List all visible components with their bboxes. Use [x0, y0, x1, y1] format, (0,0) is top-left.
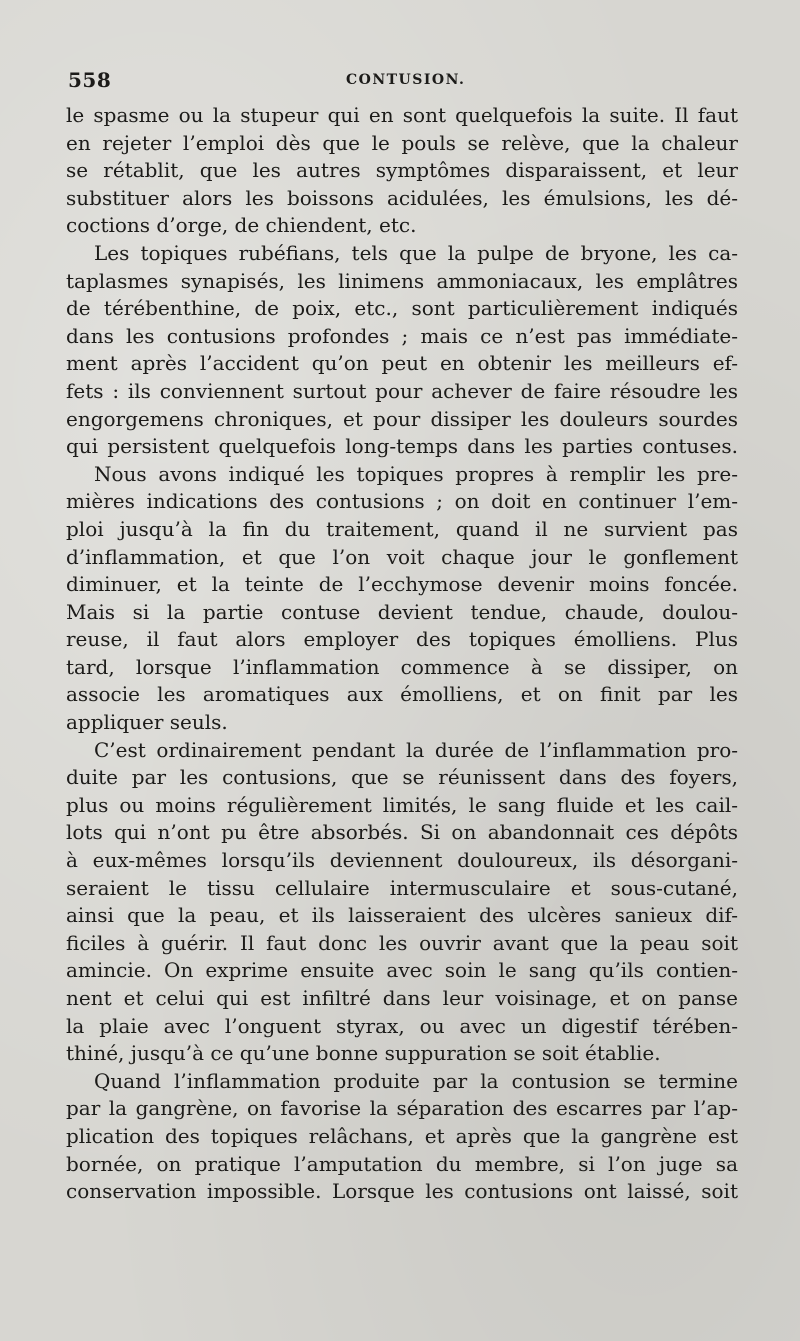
- paragraph-first-line: Nous avons indiqué les topiques propres à remplir les pre-: [94, 461, 738, 486]
- paragraph-first-line: Quand l’inflammation produite par la contusion se termine: [94, 1068, 738, 1093]
- text-line: ment après l’accident qu’on peut en obtenir les meilleurs ef-: [66, 351, 738, 376]
- text-line: par la gangrène, on favorise la séparation des escarres par l’ap-: [66, 1096, 738, 1121]
- running-head: CONTUSION.: [346, 72, 466, 88]
- text-line: se rétablit, que les autres symptômes disparaissent, et leur: [66, 158, 738, 183]
- text-line: ainsi que la peau, et ils laisseraient des ulcères sanieux dif-: [66, 903, 738, 928]
- page-number: 558: [68, 68, 112, 92]
- text-line: substituer alors les boissons acidulées, les émulsions, les dé-: [66, 185, 738, 210]
- text-line: amincie. On exprime ensuite avec soin le sang qu’ils contien-: [66, 958, 738, 983]
- text-line: diminuer, et la teinte de l’ecchymose devenir moins foncée.: [66, 572, 738, 597]
- body-text: [66, 102, 738, 1206]
- text-line: plication des topiques relâchans, et après que la gangrène est: [66, 1123, 738, 1148]
- text-line: ficiles à guérir. Il faut donc les ouvrir avant que la peau soit: [66, 930, 738, 955]
- paragraph-first-line: Les topiques rubéfians, tels que la pulpe de bryone, les ca-: [94, 240, 738, 265]
- text-line: ploi jusqu’à la fin du traitement, quand il ne survient pas: [66, 516, 738, 541]
- text-line: nent et celui qui est infiltré dans leur voisinage, et on panse: [66, 986, 738, 1010]
- text-line: la plaie avec l’onguent styrax, ou avec un digestif térében-: [66, 1013, 738, 1038]
- text-line: à eux-mêmes lorsqu’ils deviennent douloureux, ils désorgani-: [66, 848, 738, 873]
- text-line: Mais si la partie contuse devient tendue, chaude, doulou-: [66, 599, 738, 624]
- text-line: de térébenthine, de poix, etc., sont particulièrement indiqués: [66, 296, 738, 321]
- text-line: duite par les contusions, que se réunissent dans des foyers,: [66, 765, 738, 790]
- text-line: qui persistent quelquefois long-temps dans les parties contuses.: [66, 434, 738, 459]
- text-line: plus ou moins régulièrement limités, le sang fluide et les cail-: [66, 792, 738, 817]
- page-header: [68, 68, 738, 100]
- text-line: lots qui n’ont pu être absorbés. Si on abandonnait ces dépôts: [66, 820, 738, 845]
- text-line: associe les aromatiques aux émolliens, et on finit par les: [66, 682, 738, 707]
- text-line: tard, lorsque l’inflammation commence à se dissiper, on: [66, 654, 738, 679]
- text-line: coctions d’orge, de chiendent, etc.: [66, 213, 417, 238]
- paragraph-first-line: C’est ordinairement pendant la durée de l’inflammation pro-: [94, 737, 738, 762]
- text-line: dans les contusions profondes ; mais ce n’est pas immédiate-: [66, 323, 738, 348]
- text-line: mières indications des contusions ; on doit en continuer l’em-: [66, 489, 738, 514]
- text-line: en rejeter l’emploi dès que le pouls se relève, que la chaleur: [66, 130, 738, 155]
- text-line: d’inflammation, et que l’on voit chaque jour le gonflement: [66, 544, 738, 569]
- text-line: fets : ils conviennent surtout pour achever de faire résoudre les: [66, 378, 738, 403]
- text-line: bornée, on pratique l’amputation du membre, si l’on juge sa: [66, 1151, 738, 1176]
- text-line: le spasme ou la stupeur qui en sont quelquefois la suite. Il faut: [66, 103, 738, 127]
- text-line: engorgemens chroniques, et pour dissiper les douleurs sourdes: [66, 406, 738, 431]
- text-line: thiné, jusqu’à ce qu’une bonne suppuration se soit établie.: [66, 1041, 661, 1066]
- text-line: conservation impossible. Lorsque les contusions ont laissé, soit: [66, 1179, 738, 1204]
- text-line: reuse, il faut alors employer des topiques émolliens. Plus: [66, 627, 738, 652]
- text-line: seraient le tissu cellulaire intermusculaire et sous-cutané,: [66, 875, 738, 900]
- text-line: appliquer seuls.: [66, 710, 228, 735]
- text-line: taplasmes synapisés, les linimens ammoniacaux, les emplâtres: [66, 268, 738, 293]
